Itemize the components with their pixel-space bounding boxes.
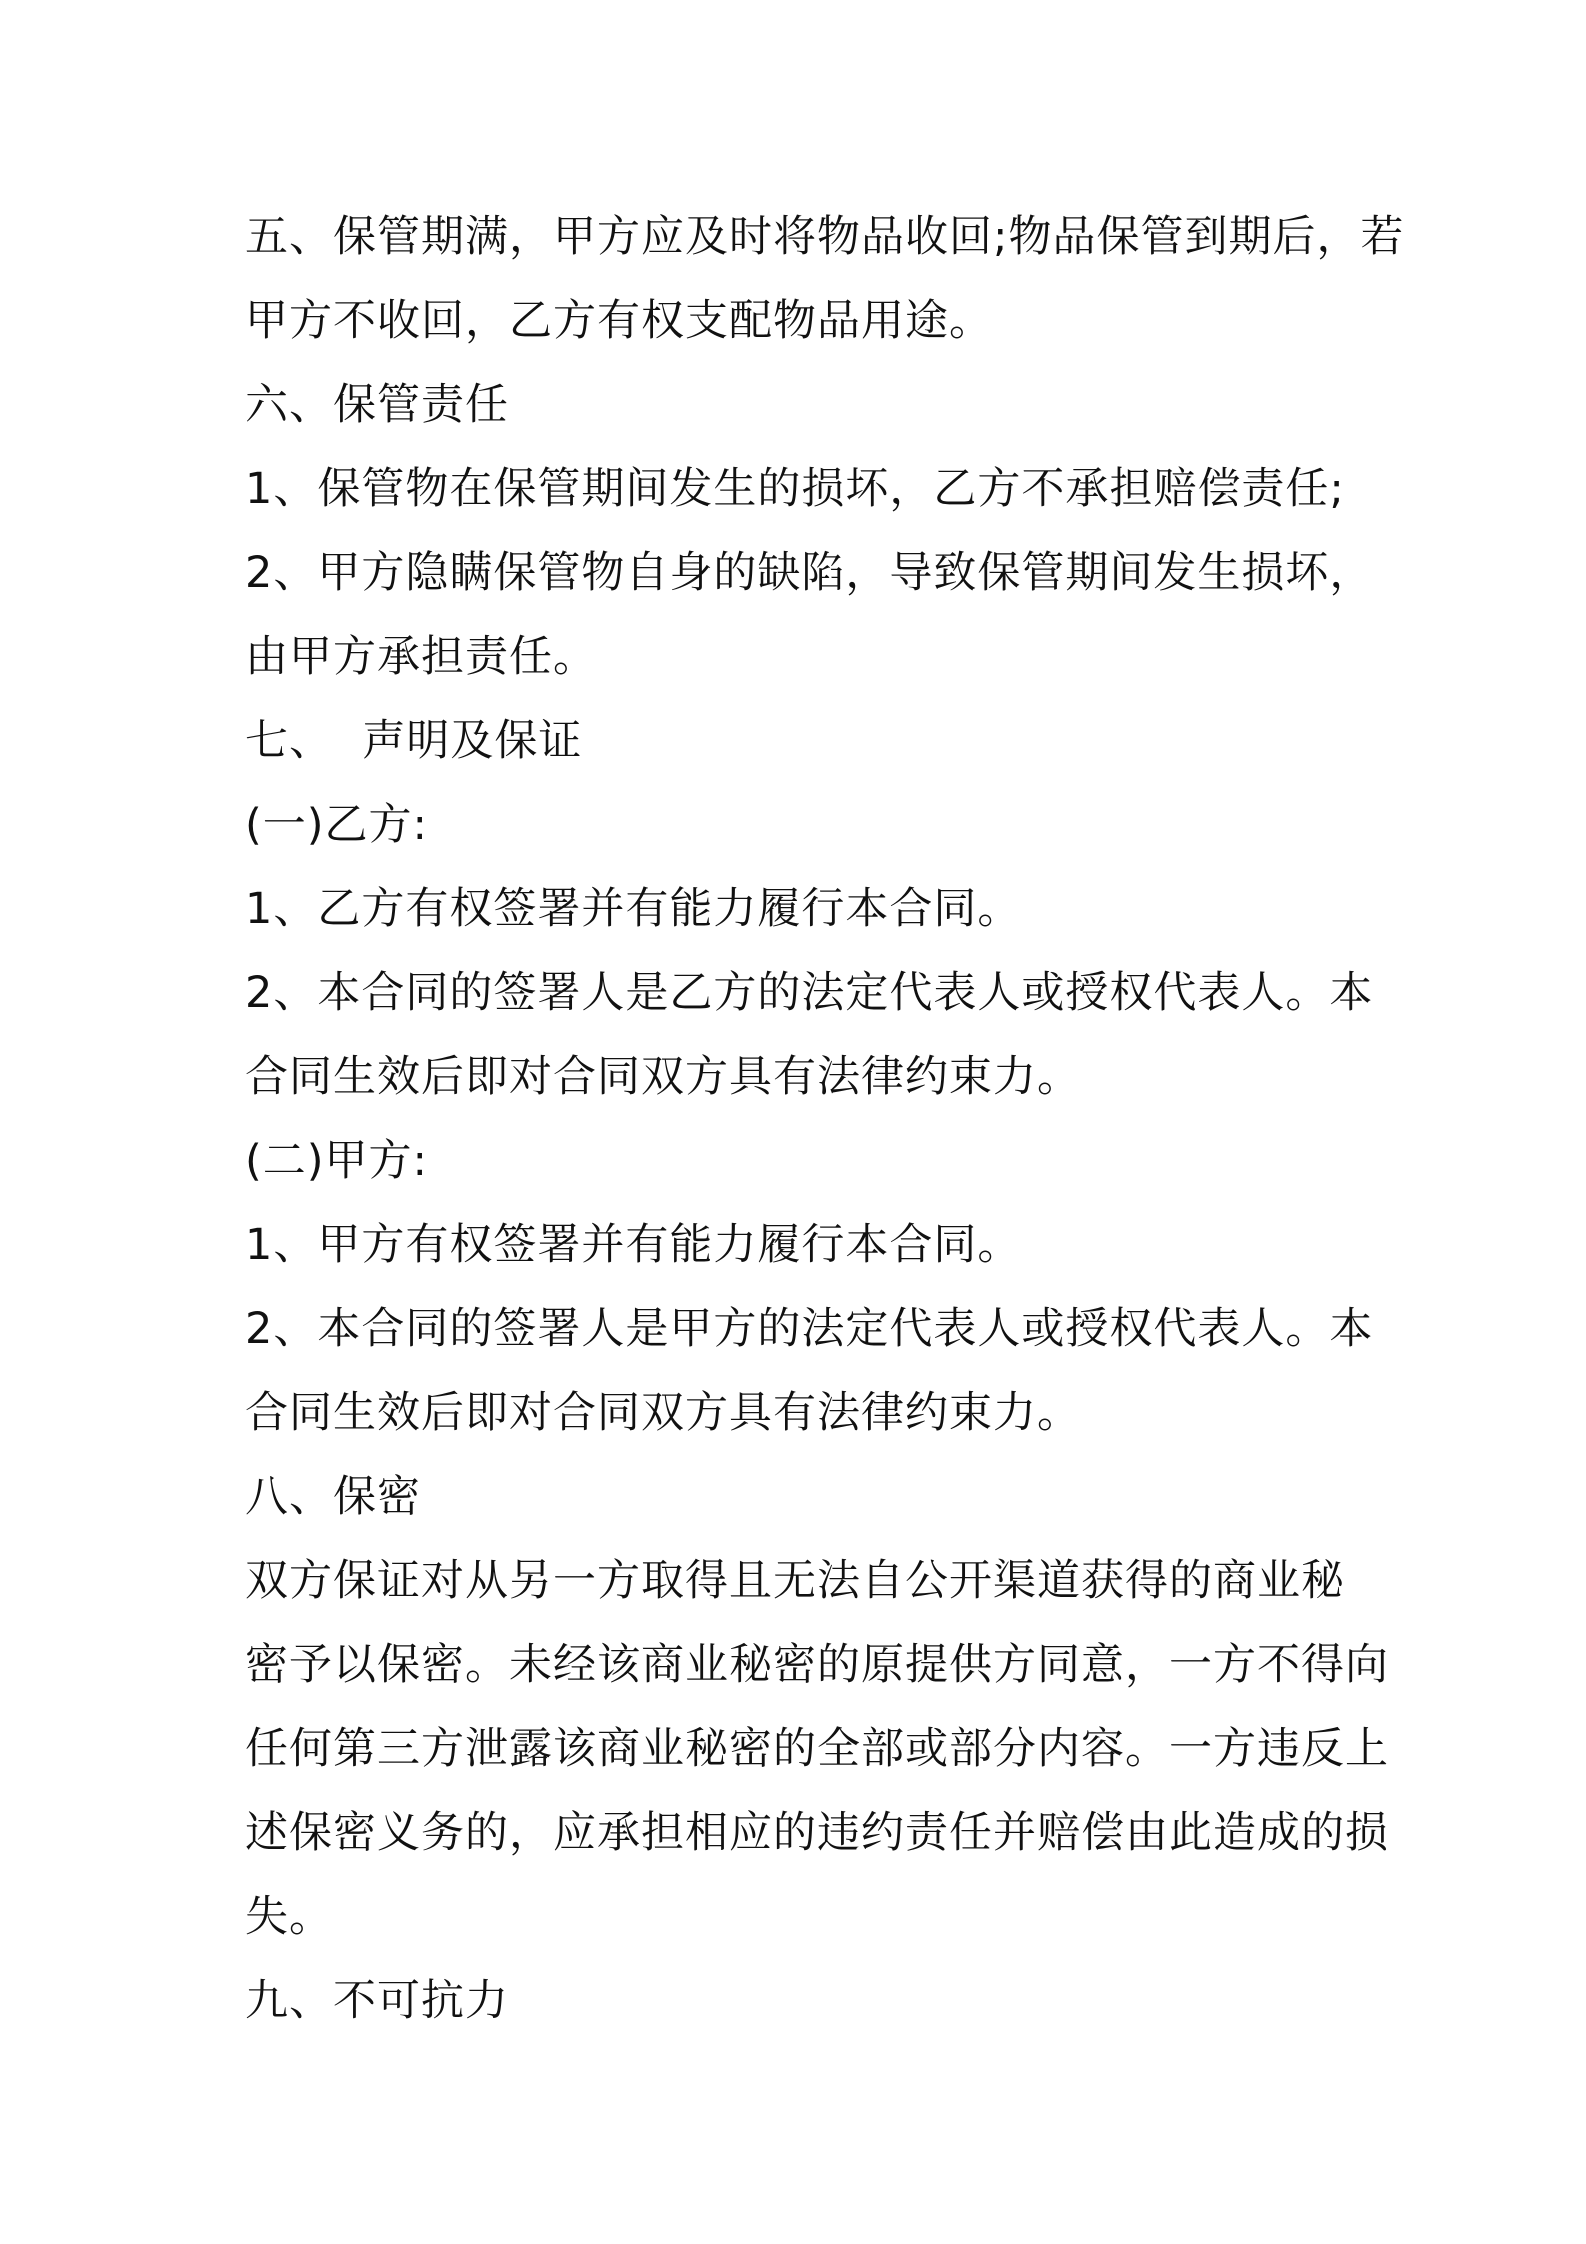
subheading-party-a: (二)甲方: <box>245 1136 429 1186</box>
party-b-item-2-line-2: 合同生效后即对合同双方具有法律约束力。 <box>245 1052 1081 1102</box>
section-heading-9: 九、不可抗力 <box>245 1976 509 2026</box>
clause-6-item-2-line-1: 2、甲方隐瞒保管物自身的缺陷，导致保管期间发生损坏， <box>245 548 1374 598</box>
section-heading-7: 七、 声明及保证 <box>245 716 583 766</box>
confidentiality-line-5: 失。 <box>245 1892 333 1942</box>
clause-5-line-2: 甲方不收回，乙方有权支配物品用途。 <box>245 296 993 346</box>
clause-5-line-1: 五、保管期满，甲方应及时将物品收回;物品保管到期后，若 <box>245 212 1405 262</box>
confidentiality-line-2: 密予以保密。未经该商业秘密的原提供方同意，一方不得向 <box>245 1640 1389 1690</box>
section-heading-6: 六、保管责任 <box>245 380 509 430</box>
confidentiality-line-3: 任何第三方泄露该商业秘密的全部或部分内容。一方违反上 <box>245 1724 1389 1774</box>
party-a-item-2-line-2: 合同生效后即对合同双方具有法律约束力。 <box>245 1388 1081 1438</box>
clause-6-item-2-line-2: 由甲方承担责任。 <box>245 632 597 682</box>
party-b-item-2-line-1: 2、本合同的签署人是乙方的法定代表人或授权代表人。本 <box>245 968 1374 1018</box>
clause-6-item-1: 1、保管物在保管期间发生的损坏，乙方不承担赔偿责任; <box>245 464 1345 514</box>
section-heading-8: 八、保密 <box>245 1472 421 1522</box>
party-a-item-2-line-1: 2、本合同的签署人是甲方的法定代表人或授权代表人。本 <box>245 1304 1374 1354</box>
party-b-item-1: 1、乙方有权签署并有能力履行本合同。 <box>245 884 1022 934</box>
confidentiality-line-4: 述保密义务的，应承担相应的违约责任并赔偿由此造成的损 <box>245 1808 1389 1858</box>
subheading-party-b: (一)乙方: <box>245 800 429 850</box>
confidentiality-line-1: 双方保证对从另一方取得且无法自公开渠道获得的商业秘 <box>245 1556 1345 1606</box>
party-a-item-1: 1、甲方有权签署并有能力履行本合同。 <box>245 1220 1022 1270</box>
document-body <box>245 195 1405 2043</box>
